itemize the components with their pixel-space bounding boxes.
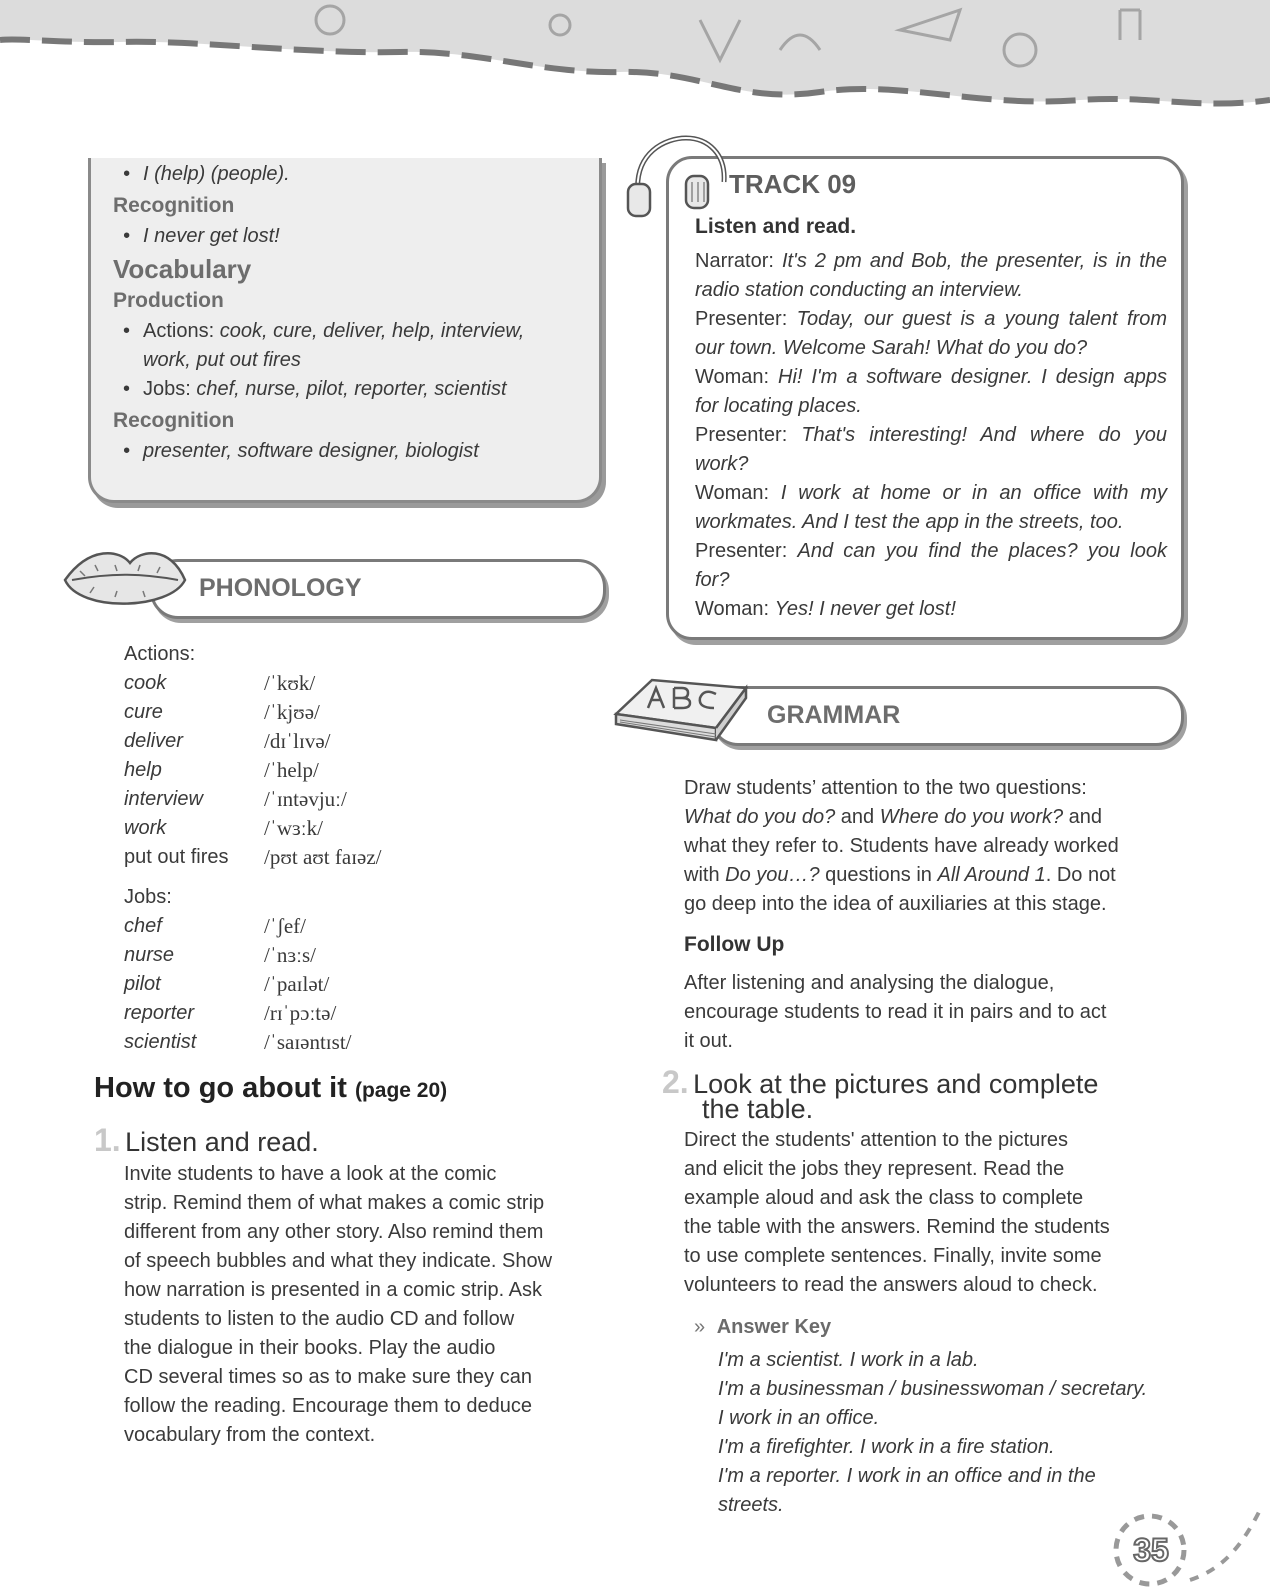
dialogue-line: Presenter: Today, our guest is a young talent from our town. Welcome Sarah! What do you do? — [695, 308, 1167, 359]
ipa-row: help /ˈhelp/ — [124, 758, 319, 782]
grammar-title: GRAMMAR — [767, 701, 901, 729]
recognition-heading: Recognition — [113, 409, 235, 432]
ipa-row: cure /ˈkjʊə/ — [124, 700, 320, 724]
answer-key-list: I'm a scientist. I work in a lab. I'm a businessman / businesswoman / secretary. I work in an office. I'm a firefighter. I work in a fire station. I'm a reporter. I work in an office and in the streets. — [718, 1349, 1148, 1516]
lips-icon — [60, 535, 190, 620]
jobs-label: Jobs: — [124, 886, 172, 908]
abc-book-icon — [612, 664, 750, 754]
step1-heading: 1. Listen and read. — [94, 1122, 319, 1158]
step2-heading: 2. Look at the pictures and complete — [662, 1064, 1099, 1100]
track-title: TRACK 09 — [729, 169, 857, 199]
grammar-bar — [710, 686, 1184, 746]
dialogue-line: Presenter: That's interesting! And where do you work? — [695, 424, 1167, 475]
track-box — [666, 156, 1184, 640]
how-to-heading: How to go about it (page 20) — [94, 1072, 448, 1104]
jobs-item: • Jobs: chef, nurse, pilot, reporter, scientist — [113, 375, 587, 404]
production-heading: Production — [113, 289, 224, 312]
actions-label: Actions: — [124, 643, 196, 665]
objectives-box — [88, 158, 602, 503]
follow-up-heading: Follow Up — [684, 933, 785, 956]
ipa-row: cook /ˈkʊk/ — [124, 671, 316, 695]
ipa-row: work /ˈwɜːk/ — [124, 816, 323, 840]
ipa-row: nurse /ˈnɜːs/ — [124, 943, 316, 967]
page-number: 35 — [1133, 1532, 1169, 1568]
objective-line: • I (help) (people). — [113, 160, 587, 189]
dialogue-line: Woman: Hi! I'm a software designer. I design apps for locating places. — [695, 366, 1167, 417]
ipa-row: interview /ˈɪntəvjuː/ — [124, 787, 347, 811]
objective-line: • I never get lost! — [113, 222, 587, 251]
dialogue-line: Woman: Yes! I never get lost! — [695, 598, 956, 620]
ipa-row: chef /ˈʃef/ — [124, 914, 306, 938]
step2-heading-cont: the table. — [702, 1094, 814, 1124]
step2-text: Direct the students' attention to the pictures and elicit the jobs they represent. Read the example aloud and ask the class to complete the table with the answers. Remind the students to use complete sentences. Finally, invite some volunteers to read the answers aloud to check. — [684, 1129, 1110, 1296]
follow-up-text: After listening and analysing the dialogue, encourage students to read it in pairs and to act it out. — [684, 972, 1107, 1052]
ipa-row: reporter /rɪˈpɔːtə/ — [124, 1001, 337, 1025]
ipa-row: deliver /dɪˈlɪvə/ — [124, 729, 331, 753]
ipa-row: pilot /ˈpaɪlət/ — [124, 972, 330, 996]
track-dialogue — [695, 247, 1167, 624]
answer-key-heading: » Answer Key — [694, 1316, 832, 1338]
grammar-text: Draw students’ attention to the two questions: What do you do? and Where do you work? and what they refer to. Students have already worked with Do you…? questions in All Around 1. Do not go deep into the idea of auxiliaries at this stage. — [684, 777, 1119, 915]
track-subtitle: Listen and read. — [695, 215, 857, 238]
dialogue-line: Presenter: And can you find the places? you look for? — [695, 540, 1167, 591]
dialogue-line: Narrator: It's 2 pm and Bob, the presenter, is in the radio station conducting an interview. — [695, 250, 1168, 301]
vocabulary-heading: Vocabulary — [113, 254, 252, 284]
ipa-row: put out fires /pʊt aʊt faɪəz/ — [124, 845, 382, 869]
headphones-icon — [626, 132, 736, 218]
decorative-banner — [0, 0, 1270, 120]
step1-text: Invite students to have a look at the comic strip. Remind them of what makes a comic strip different from any other story. Also remind them of speech bubbles and what they indicate. Show how narration is presented in a comic strip. Ask students to listen to the audio CD and follow the dialogue in their books. Play the audio CD several times so as to make sure they can follow the reading. Encourage them to deduce vocabulary from the context. — [124, 1163, 553, 1446]
dialogue-line: Woman: I work at home or in an office with my workmates. And I test the app in the streets, too. — [695, 482, 1167, 533]
objective-line: • presenter, software designer, biologist — [113, 437, 587, 466]
recognition-heading: Recognition — [113, 194, 235, 217]
phonology-bar — [150, 559, 606, 619]
phonology-title: PHONOLOGY — [199, 574, 362, 602]
actions-item: • Actions: cook, cure, deliver, help, interview, work, put out fires — [113, 317, 587, 375]
ipa-row: scientist /ˈsaɪəntɪst/ — [124, 1030, 352, 1054]
phonology-list — [124, 640, 382, 1057]
